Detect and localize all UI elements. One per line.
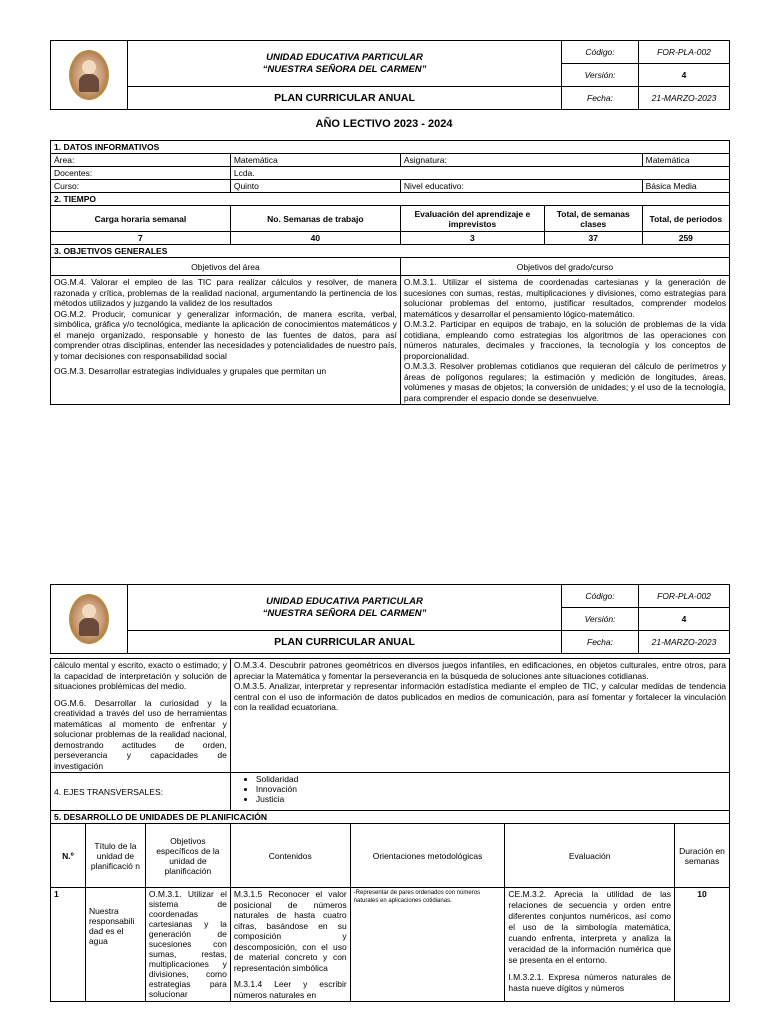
content-m314: M.3.1.4 Leer y escribir números naturales en xyxy=(233,979,347,1000)
objetivos-area-content xyxy=(51,276,401,405)
og-m6: OG.M.6. Desarrollar la curiosidad y la creatividad a través del uso de herramientas matemáticas al momento de enfrentar y solucionar problemas de la realidad nacional, demostrando actitudes de orden, perseverancia y capacidades de investigación xyxy=(54,697,227,771)
school-name: UNIDAD EDUCATIVA PARTICULAR “NUESTRA SEÑORA DEL CARMEN” xyxy=(128,41,562,87)
tiempo-header-total-periodos: Total, de periodos xyxy=(642,206,729,232)
om-3-3: O.M.3.3. Resolver problemas cotidianos que requieran del cálculo de perímetros y áreas de polígonos regulares; la estimación y medición de longitudes, áreas, volúmenes y masas de objetos; la conversión de unidades; y el uso de la tecnología, para comprender el espacio donde se desenvuelve. xyxy=(403,361,726,403)
plan-title: PLAN CURRICULAR ANUAL xyxy=(128,87,562,110)
eje-item: • Justicia xyxy=(256,794,726,804)
og-m3-continued: cálculo mental y escrito, exacto o estimado; y la capacidad de interpretación y solución de situaciones problémicas del medio. xyxy=(54,660,227,691)
page2-header xyxy=(50,584,730,654)
col-header-orientaciones: Orientaciones metodológicas xyxy=(350,824,505,888)
fecha-value-2: 21-MARZO-2023 xyxy=(639,631,730,654)
tiempo-section-title: 2. TIEMPO xyxy=(51,193,730,206)
curso-value: Quinto xyxy=(230,180,400,193)
version-value: 4 xyxy=(639,64,730,87)
unit-contents xyxy=(230,888,350,1002)
eje-item: • Solidaridad xyxy=(256,774,726,784)
unit-number: 1 xyxy=(51,888,86,1002)
unit-evaluation xyxy=(505,888,675,1002)
asignatura-value: Matemática xyxy=(642,154,729,167)
school-seal-icon xyxy=(69,50,109,100)
codigo-value: FOR-PLA-002 xyxy=(639,41,730,64)
tiempo-header-evaluacion: Evaluación del aprendizaje e imprevistos xyxy=(400,206,544,232)
col-header-evaluacion: Evaluación xyxy=(505,824,675,888)
tiempo-value-evaluacion: 3 xyxy=(400,232,544,245)
codigo-label-2: Código: xyxy=(562,585,639,608)
objetivos-section-title: 3. OBJETIVOS GENERALES xyxy=(51,245,730,258)
om-3-2: O.M.3.2. Participar en equipos de trabajo, en la solución de problemas de la vida cotidiana, empleando como estrategias los algoritmos de las operaciones con números naturales, decimales y fracciones, la tecnología y los conceptos de proporcionalidad. xyxy=(403,319,726,361)
col-header-numero: N.º xyxy=(51,824,86,888)
unit-methodology: -Representar de pares ordenados con números naturales en aplicaciones cotidianas. xyxy=(350,888,505,1002)
docentes-value: Lcda. xyxy=(230,167,729,180)
tiempo-value-carga: 7 xyxy=(51,232,231,245)
unidades-section-title: 5. DESARROLLO DE UNIDADES DE PLANIFICACIÓN xyxy=(51,811,730,824)
og-m2: OG.M.2. Producir, comunicar y generalizar información, de manera escrita, verbal, simbólica, gráfica y/o tecnológica, mediante la aplicación de conocimientos matemáticos y el manejo organizado, responsable y honesto de las fuentes de datos, para así comprender otras disciplinas, entender las necesidades y potencialidades de nuestro país, y tomar decisiones con responsabilidad social xyxy=(54,308,397,361)
om-3-4: O.M.3.4. Descubrir patrones geométricos en diversos juegos infantiles, en edificaciones, en objetos culturales, entre otros, para apreciar la Matemática y fomentar la perseverancia en la búsqueda de soluciones ante situaciones cotidianas. xyxy=(233,660,726,681)
objetivos-grado-content xyxy=(400,276,729,405)
plan-title-2: PLAN CURRICULAR ANUAL xyxy=(128,631,562,654)
tiempo-value-semanas: 40 xyxy=(230,232,400,245)
content-m315: M.3.1.5 Reconocer el valor posicional de números naturales de hasta cuatro cifras, basándose en su composición y descomposición, con el uso de material concreto y con representación simbólica xyxy=(233,889,347,973)
codigo-value-2: FOR-PLA-002 xyxy=(639,585,730,608)
unit-title: Nuestra responsabili dad es el agua xyxy=(85,888,145,1002)
area-value: Matemática xyxy=(230,154,400,167)
col-header-duracion: Duración en semanas xyxy=(675,824,730,888)
datos-section-title: 1. DATOS INFORMATIVOS xyxy=(51,141,730,154)
ejes-section-title: 4. EJES TRANSVERSALES: xyxy=(51,773,231,811)
col-header-objetivos: Objetivos específicos de la unidad de planificación xyxy=(145,824,230,888)
objetivos-grado-header: Objetivos del grado/curso xyxy=(400,258,729,276)
tiempo-value-total-periodos: 259 xyxy=(642,232,729,245)
fecha-label: Fecha: xyxy=(562,87,639,110)
fecha-value: 21-MARZO-2023 xyxy=(639,87,730,110)
col-header-titulo: Título de la unidad de planificació n xyxy=(85,824,145,888)
unit-objective: O.M.3.1. Utilizar el sistema de coordenadas cartesianas y la generación de sucesiones con sumas, restas, multiplicaciones y divisiones, como estrategias para solucionar xyxy=(145,888,230,1002)
school-seal-icon xyxy=(69,594,109,644)
og-m4: OG.M.4. Valorar el empleo de las TIC para realizar cálculos y resolver, de manera razonada y crítica, problemas de la realidad nacional, argumentando la pertinencia de los métodos utilizados y juzgando la validez de los resultados xyxy=(54,277,397,308)
nivel-label: Nivel educativo: xyxy=(400,180,642,193)
om-3-5: O.M.3.5. Analizar, interpretar y representar información estadística mediante el empleo de TIC, y calcular medidas de tendencia central con el uso de información de datos publicados en medios de comunicación, para así fomentar y fortalecer la vinculación con la realidad ecuatoriana. xyxy=(233,681,726,712)
eval-ce-m32: CE.M.3.2. Aprecia la utilidad de las relaciones de secuencia y orden entre diferentes conjuntos numéricos, así como el uso de la simbología matemática, cuando enfrenta, interpreta y analiza la veracidad de la información numérica que se presenta en el entorno. xyxy=(508,889,671,965)
version-label: Versión: xyxy=(562,64,639,87)
objetivos-grado-continued xyxy=(230,659,729,773)
fecha-label-2: Fecha: xyxy=(562,631,639,654)
unit-duration: 10 xyxy=(675,888,730,1002)
version-label-2: Versión: xyxy=(562,608,639,631)
om-3-1: O.M.3.1. Utilizar el sistema de coordenadas cartesianas y la generación de sucesiones con sumas, restas, multiplicaciones y divisiones, como estrategias para solucionar problemas del entorno, justificar resultados, comprender modelos matemáticos y desarrollar el pensamiento lógico-matemático. xyxy=(403,277,726,319)
eval-im-321: I.M.3.2.1. Expresa números naturales de hasta nueve dígitos y números xyxy=(508,972,671,993)
docentes-label: Docentes: xyxy=(51,167,231,180)
og-m3: OG.M.3. Desarrollar estrategias individuales y grupales que permitan un xyxy=(54,366,327,376)
objetivos-area-header: Objetivos del área xyxy=(51,258,401,276)
table-row xyxy=(51,888,730,1002)
tiempo-header-carga: Carga horaria semanal xyxy=(51,206,231,232)
codigo-label: Código: xyxy=(562,41,639,64)
school-logo-cell-2 xyxy=(51,585,128,654)
page1-header xyxy=(50,40,730,110)
area-label: Área: xyxy=(51,154,231,167)
curso-label: Curso: xyxy=(51,180,231,193)
eje-item: • Innovación xyxy=(256,784,726,794)
tiempo-header-total-semanas: Total, de semanas clases xyxy=(544,206,642,232)
version-value-2: 4 xyxy=(639,608,730,631)
school-name-2: UNIDAD EDUCATIVA PARTICULAR “NUESTRA SEÑORA DEL CARMEN” xyxy=(128,585,562,631)
tiempo-header-semanas: No. Semanas de trabajo xyxy=(230,206,400,232)
page1-body xyxy=(50,140,730,405)
nivel-value: Básica Media xyxy=(642,180,729,193)
ejes-list xyxy=(230,773,729,811)
asignatura-label: Asignatura: xyxy=(400,154,642,167)
tiempo-value-total-semanas: 37 xyxy=(544,232,642,245)
school-year-title: AÑO LECTIVO 2023 - 2024 xyxy=(315,118,453,130)
page2-body xyxy=(50,658,730,1002)
objetivos-area-continued xyxy=(51,659,231,773)
col-header-contenidos: Contenidos xyxy=(230,824,350,888)
school-logo-cell xyxy=(51,41,128,110)
